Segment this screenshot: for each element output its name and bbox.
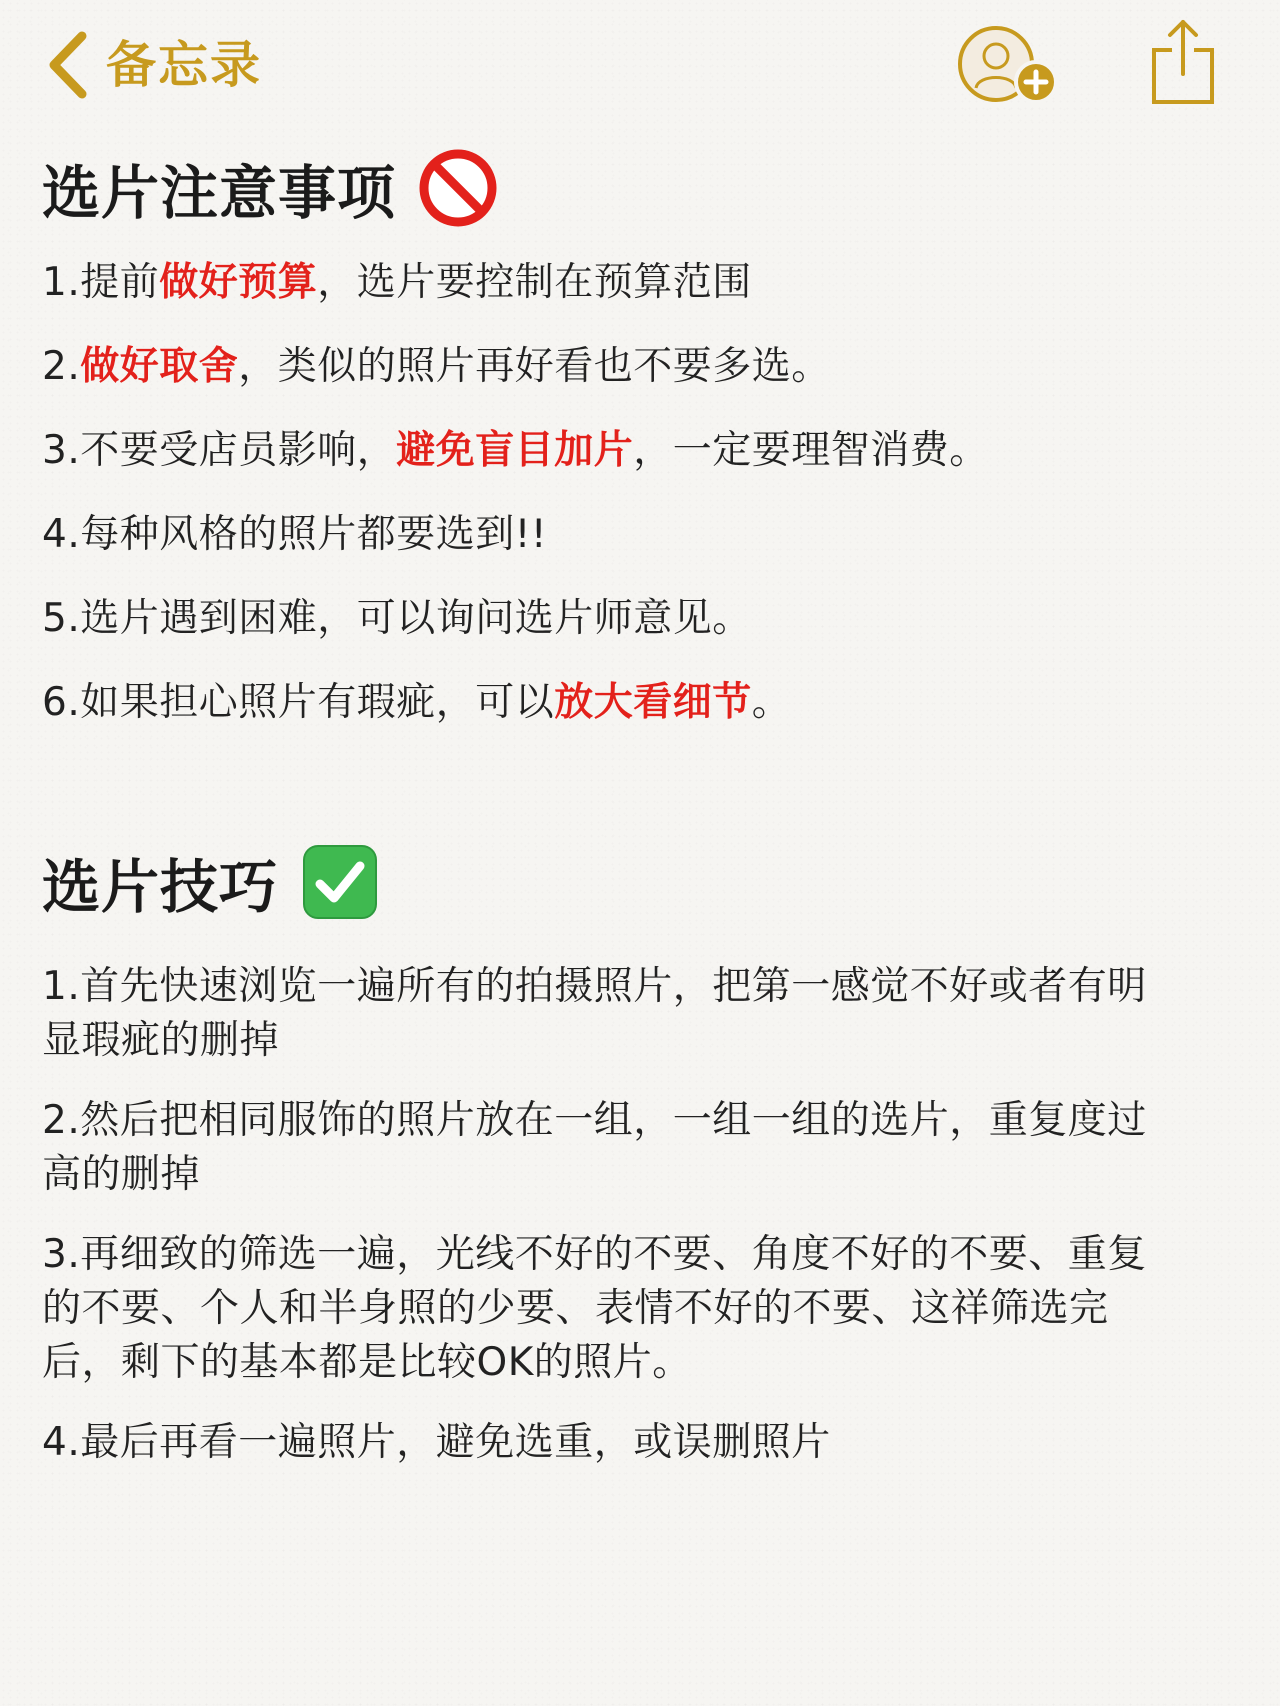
list-item: 2.然后把相同服饰的照片放在一组，一组一组的选片，重复度过高的删掉 [42,1098,1147,1197]
share-icon [1150,18,1216,108]
navigation-bar [0,0,1280,130]
list-item: 4.最后再看一遍照片，避免选重，或误删照片 [42,1420,831,1465]
list-item: 4.每种风格的照片都要选到!! [42,512,547,557]
share-button[interactable] [1150,18,1216,108]
list-item: 3.不要受店员影响，避免盲目加片，一定要理智消费。 [42,428,989,473]
list-item: 1.首先快速浏览一遍所有的拍摄照片，把第一感觉不好或者有明显瑕疵的删掉 [42,964,1147,1063]
section-title: 选片注意事项 [42,159,397,227]
list-item: 3.再细致的筛选一遍，光线不好的不要、角度不好的不要、重复的不要、个人和半身照的少要、表情不好的不要、这祥筛选完后，剩下的基本都是比较OK的照片。 [42,1232,1147,1385]
section-title: 选片技巧 [42,853,279,921]
list-item: 1.提前做好预算，选片要控制在预算范围 [42,260,752,305]
back-button[interactable] [44,30,262,100]
back-label: 备忘录 [106,36,262,94]
note-body[interactable] [42,140,1242,1470]
chevron-left-icon [44,30,92,100]
add-person-icon [956,24,1060,108]
check-mark-button-icon [300,842,380,922]
list-item: 2.做好取舍，类似的照片再好看也不要多选。 [42,344,831,389]
section-heading-cautions [42,140,1242,236]
list-item: 5.选片遇到困难，可以询问选片师意见。 [42,596,752,641]
tips-list [42,960,1242,1470]
blank-line [42,730,1242,834]
cautions-list [42,256,1242,730]
list-item: 6.如果担心照片有瑕疵，可以放大看细节。 [42,680,792,725]
prohibited-icon [418,148,498,228]
add-person-button[interactable] [956,24,1060,108]
section-heading-tips [42,834,1242,930]
